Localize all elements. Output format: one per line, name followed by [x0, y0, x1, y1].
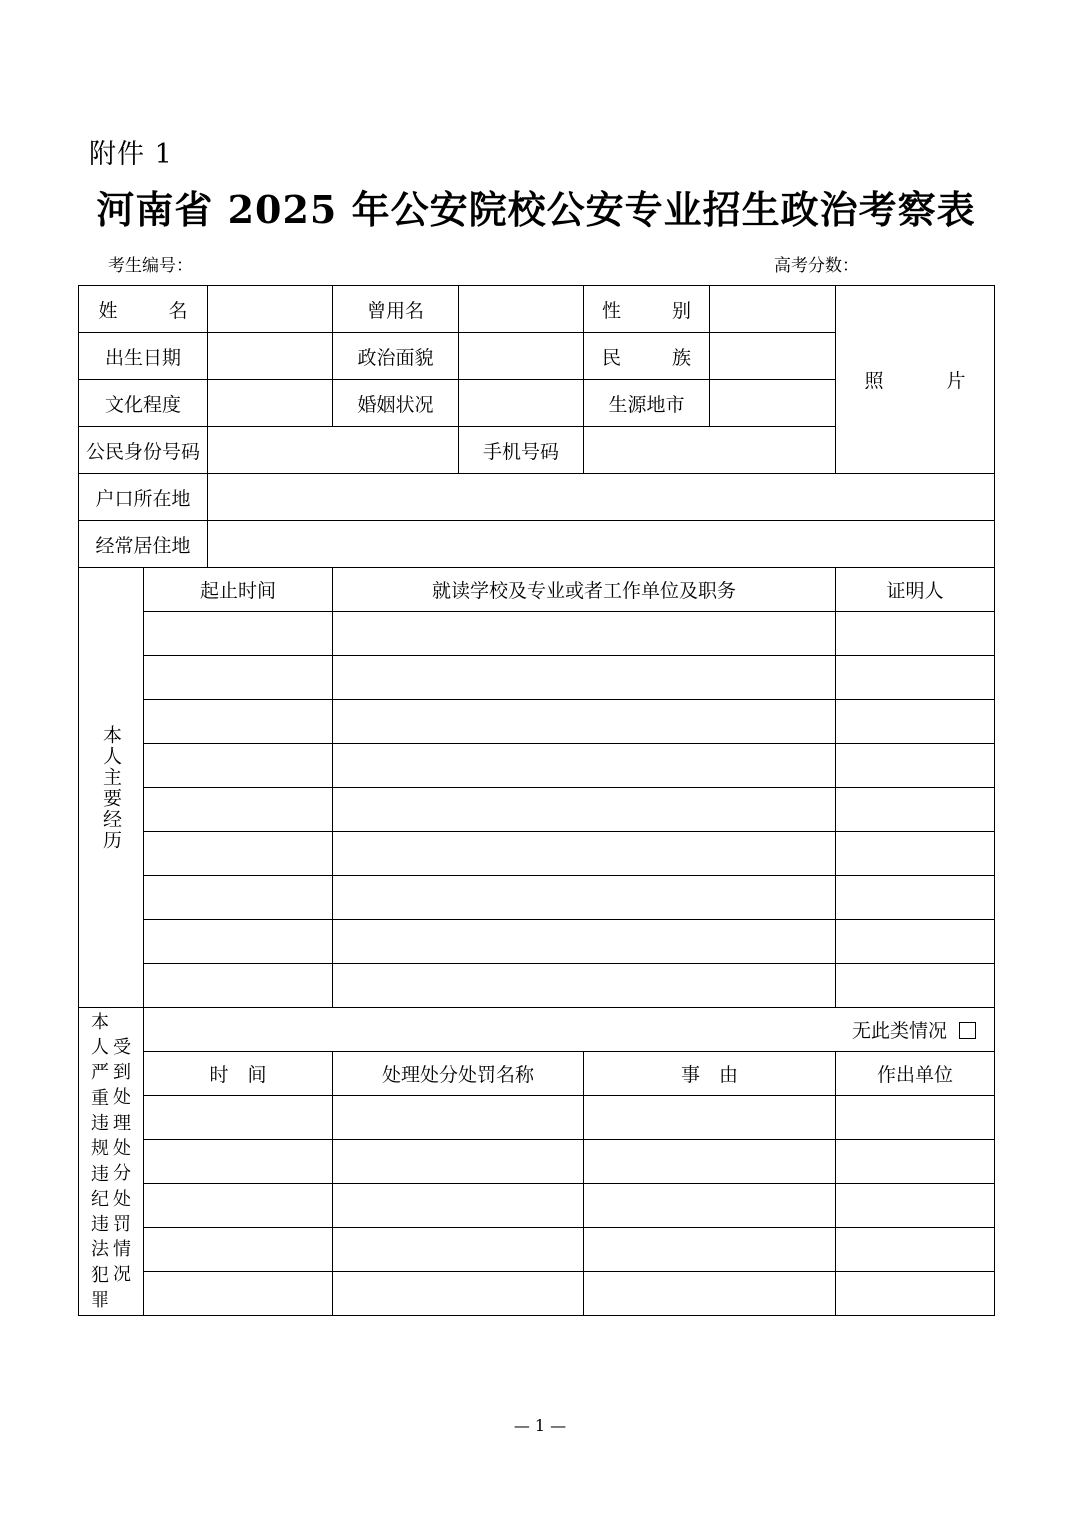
education-label: 文化程度 — [79, 380, 208, 427]
discipline-time-cell[interactable] — [144, 1228, 333, 1272]
experience-row — [79, 876, 995, 920]
origin-city-field[interactable] — [710, 380, 836, 427]
education-field[interactable] — [208, 380, 333, 427]
experience-unit-cell[interactable] — [333, 920, 836, 964]
no-such-case-label: 无此类情况 — [852, 1020, 948, 1042]
experience-unit-cell[interactable] — [333, 700, 836, 744]
experience-unit-cell[interactable] — [333, 832, 836, 876]
discipline-section-label — [79, 1008, 144, 1316]
experience-witness-cell[interactable] — [836, 832, 995, 876]
experience-witness-cell[interactable] — [836, 788, 995, 832]
page-title: 河南省 2025 年公安院校公安专业招生政治考察表 — [96, 187, 976, 232]
name-field[interactable] — [208, 286, 333, 333]
discipline-header-penalty-name: 处理处分处罚名称 — [333, 1052, 584, 1096]
birth-date-label: 出生日期 — [79, 333, 208, 380]
experience-witness-cell[interactable] — [836, 964, 995, 1008]
exam-number-label: 考生编号： — [108, 256, 193, 276]
discipline-time-cell[interactable] — [144, 1272, 333, 1316]
experience-header-period: 起止时间 — [144, 568, 333, 612]
score-label: 高考分数： — [774, 256, 859, 276]
experience-witness-cell[interactable] — [836, 656, 995, 700]
experience-period-cell[interactable] — [144, 832, 333, 876]
ethnicity-field[interactable] — [710, 333, 836, 380]
discipline-issuer-cell[interactable] — [836, 1140, 995, 1184]
discipline-row — [79, 1228, 995, 1272]
political-review-form — [78, 285, 995, 1316]
residence-field[interactable] — [208, 521, 995, 568]
residence-label: 经常居住地 — [79, 521, 208, 568]
experience-section-label — [79, 568, 144, 1008]
discipline-label-col2: 受 到 处 理 处 分 处 罚 情 况 — [113, 1036, 131, 1286]
experience-witness-cell[interactable] — [836, 920, 995, 964]
experience-unit-cell[interactable] — [333, 876, 836, 920]
phone-label: 手机号码 — [459, 427, 584, 474]
discipline-row — [79, 1140, 995, 1184]
experience-row — [79, 612, 995, 656]
experience-unit-cell[interactable] — [333, 612, 836, 656]
phone-field[interactable] — [584, 427, 836, 474]
former-name-field[interactable] — [459, 286, 584, 333]
discipline-time-cell[interactable] — [144, 1184, 333, 1228]
discipline-reason-cell[interactable] — [584, 1228, 836, 1272]
discipline-reason-cell[interactable] — [584, 1096, 836, 1140]
birth-date-field[interactable] — [208, 333, 333, 380]
discipline-reason-cell[interactable] — [584, 1140, 836, 1184]
experience-unit-cell[interactable] — [333, 656, 836, 700]
discipline-row — [79, 1272, 995, 1316]
photo-box[interactable]: 照 片 — [836, 286, 995, 474]
discipline-penalty-cell[interactable] — [333, 1096, 584, 1140]
discipline-time-cell[interactable] — [144, 1096, 333, 1140]
marital-status-field[interactable] — [459, 380, 584, 427]
experience-row — [79, 920, 995, 964]
household-registration-field[interactable] — [208, 474, 995, 521]
experience-row — [79, 700, 995, 744]
experience-period-cell[interactable] — [144, 876, 333, 920]
discipline-row — [79, 1184, 995, 1228]
experience-unit-cell[interactable] — [333, 744, 836, 788]
discipline-label-col1: 本 人 严 重 违 规 违 纪 违 法 犯 罪 — [91, 1011, 109, 1311]
discipline-reason-cell[interactable] — [584, 1272, 836, 1316]
no-such-case-checkbox[interactable] — [959, 1022, 976, 1039]
experience-row — [79, 744, 995, 788]
attachment-label: 附件 1 — [89, 139, 173, 170]
id-number-field[interactable] — [208, 427, 459, 474]
discipline-issuer-cell[interactable] — [836, 1184, 995, 1228]
political-status-label: 政治面貌 — [333, 333, 459, 380]
experience-header-witness: 证明人 — [836, 568, 995, 612]
marital-status-label: 婚姻状况 — [333, 380, 459, 427]
experience-period-cell[interactable] — [144, 788, 333, 832]
id-number-label: 公民身份号码 — [79, 427, 208, 474]
discipline-reason-cell[interactable] — [584, 1184, 836, 1228]
ethnicity-label: 民 族 — [584, 333, 710, 380]
discipline-issuer-cell[interactable] — [836, 1228, 995, 1272]
experience-row — [79, 964, 995, 1008]
discipline-header-reason: 事 由 — [584, 1052, 836, 1096]
experience-row — [79, 788, 995, 832]
experience-header-school-work: 就读学校及专业或者工作单位及职务 — [333, 568, 836, 612]
experience-period-cell[interactable] — [144, 744, 333, 788]
former-name-label: 曾用名 — [333, 286, 459, 333]
experience-period-cell[interactable] — [144, 612, 333, 656]
political-status-field[interactable] — [459, 333, 584, 380]
origin-city-label: 生源地市 — [584, 380, 710, 427]
household-registration-label: 户口所在地 — [79, 474, 208, 521]
gender-label: 性 别 — [584, 286, 710, 333]
experience-row — [79, 832, 995, 876]
experience-witness-cell[interactable] — [836, 612, 995, 656]
experience-witness-cell[interactable] — [836, 744, 995, 788]
discipline-header-time: 时 间 — [144, 1052, 333, 1096]
discipline-penalty-cell[interactable] — [333, 1140, 584, 1184]
experience-witness-cell[interactable] — [836, 876, 995, 920]
discipline-time-cell[interactable] — [144, 1140, 333, 1184]
experience-period-cell[interactable] — [144, 964, 333, 1008]
experience-period-cell[interactable] — [144, 920, 333, 964]
discipline-penalty-cell[interactable] — [333, 1184, 584, 1228]
discipline-penalty-cell[interactable] — [333, 1272, 584, 1316]
discipline-issuer-cell[interactable] — [836, 1272, 995, 1316]
gender-field[interactable] — [710, 286, 836, 333]
discipline-row — [79, 1096, 995, 1140]
experience-unit-cell[interactable] — [333, 964, 836, 1008]
no-such-case-row — [144, 1008, 995, 1052]
discipline-header-issuer: 作出单位 — [836, 1052, 995, 1096]
name-label: 姓 名 — [79, 286, 208, 333]
experience-row — [79, 656, 995, 700]
discipline-penalty-cell[interactable] — [333, 1228, 584, 1272]
experience-period-cell[interactable] — [144, 700, 333, 744]
experience-unit-cell[interactable] — [333, 788, 836, 832]
discipline-issuer-cell[interactable] — [836, 1096, 995, 1140]
experience-witness-cell[interactable] — [836, 700, 995, 744]
experience-period-cell[interactable] — [144, 656, 333, 700]
page-number: — 1 — — [513, 1416, 567, 1435]
experience-label-text: 本人主要经历 — [100, 724, 122, 851]
